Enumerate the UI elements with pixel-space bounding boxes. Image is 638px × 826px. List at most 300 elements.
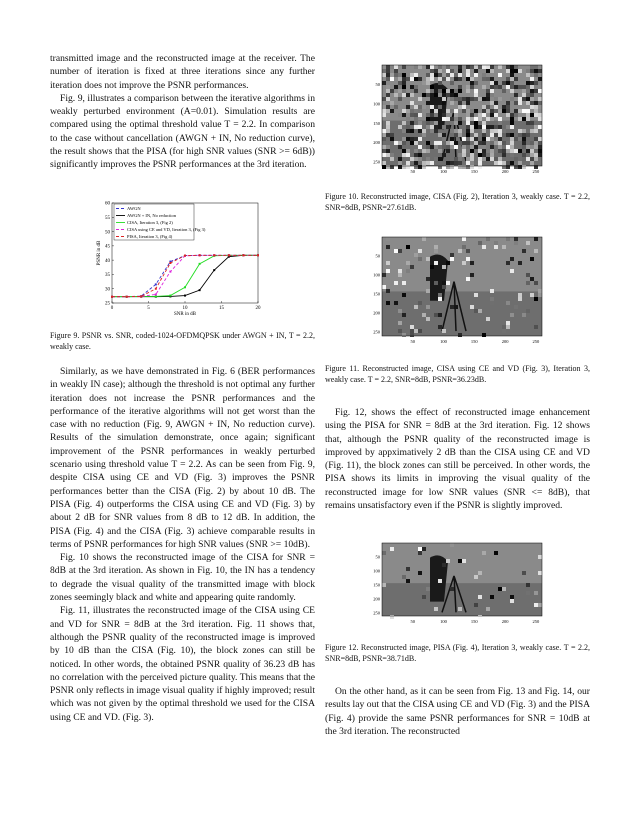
noise-block (438, 133, 442, 137)
noise-block (510, 73, 514, 77)
noise-block (470, 113, 474, 117)
noise-block (538, 105, 542, 109)
noise-block (394, 93, 398, 97)
noise-block (466, 117, 470, 121)
noise-block (422, 149, 426, 153)
noise-block (534, 89, 538, 93)
noise-block (490, 157, 494, 161)
noise-block (526, 149, 530, 153)
noise-block (494, 245, 498, 249)
noise-block (530, 277, 534, 281)
noise-block (522, 93, 526, 97)
noise-block (534, 109, 538, 113)
noise-block (518, 101, 522, 105)
noise-block (438, 81, 442, 85)
noise-block (426, 277, 430, 281)
noise-block (522, 137, 526, 141)
noise-block (506, 149, 510, 153)
noise-block (410, 113, 414, 117)
noise-block (486, 141, 490, 145)
noise-block (442, 117, 446, 121)
noise-block (442, 89, 446, 93)
noise-block (530, 65, 534, 69)
y-tick-label: 100 (373, 272, 380, 278)
data-point (126, 296, 128, 298)
noise-block (414, 73, 418, 77)
noise-block (486, 237, 490, 241)
noise-block (454, 161, 458, 165)
noise-block (418, 547, 422, 551)
noise-block (442, 153, 446, 157)
noise-block (450, 543, 454, 547)
noise-block (410, 333, 414, 337)
noise-block (522, 249, 526, 253)
noise-block (498, 121, 502, 125)
noise-block (406, 149, 410, 153)
noise-block (514, 149, 518, 153)
noise-block (538, 145, 542, 149)
noise-block (506, 101, 510, 105)
noise-block (402, 73, 406, 77)
noise-block (510, 113, 514, 117)
noise-block (466, 165, 470, 169)
noise-block (466, 69, 470, 73)
figure-12-caption: Figure 12. Reconstructed image, PISA (Fig. 4), Iteration 3, weakly case. T = 2.2, SNR=8dB, PSNR=38.71dB. (325, 643, 590, 663)
noise-block (446, 281, 450, 285)
noise-block (494, 161, 498, 165)
noise-block (406, 245, 410, 249)
noise-block (386, 109, 390, 113)
noise-block (486, 607, 490, 611)
noise-block (414, 141, 418, 145)
noise-block (482, 77, 486, 81)
noise-block (382, 137, 386, 141)
noise-block (458, 121, 462, 125)
data-point (242, 254, 244, 256)
noise-block (486, 109, 490, 113)
noise-block (386, 121, 390, 125)
noise-block (438, 157, 442, 161)
noise-block (466, 129, 470, 133)
noise-block (482, 73, 486, 77)
noise-block (454, 113, 458, 117)
noise-block (470, 109, 474, 113)
noise-block (530, 105, 534, 109)
noise-block (402, 93, 406, 97)
noise-block (478, 615, 482, 619)
noise-block (422, 81, 426, 85)
noise-block (386, 125, 390, 129)
data-point (257, 254, 259, 256)
noise-block (430, 265, 434, 269)
noise-block (514, 113, 518, 117)
noise-block (498, 85, 502, 89)
noise-block (530, 293, 534, 297)
x-tick-label: 150 (470, 619, 478, 624)
noise-block (506, 125, 510, 129)
noise-block (438, 89, 442, 93)
noise-block (458, 153, 462, 157)
noise-block (506, 69, 510, 73)
noise-block (530, 161, 534, 165)
noise-block (454, 121, 458, 125)
noise-block (382, 161, 386, 165)
noise-block (526, 157, 530, 161)
noise-block (398, 309, 402, 313)
noise-block (518, 293, 522, 297)
noise-block (442, 285, 446, 289)
data-point (213, 269, 215, 271)
noise-block (466, 125, 470, 129)
noise-block (390, 547, 394, 551)
noise-block (402, 145, 406, 149)
noise-block (526, 591, 530, 595)
noise-block (382, 105, 386, 109)
noise-block (534, 73, 538, 77)
noise-block (506, 161, 510, 165)
noise-block (390, 73, 394, 77)
noise-block (482, 129, 486, 133)
noise-block (430, 121, 434, 125)
noise-block (402, 293, 406, 297)
noise-block (494, 157, 498, 161)
noise-block (462, 145, 466, 149)
noise-block (418, 65, 422, 69)
noise-block (414, 153, 418, 157)
noise-block (450, 73, 454, 77)
noise-block (386, 133, 390, 137)
noise-block (398, 249, 402, 253)
noise-block (446, 89, 450, 93)
noise-block (482, 65, 486, 69)
noise-block (398, 85, 402, 89)
noise-block (446, 559, 450, 563)
noise-block (394, 249, 398, 253)
noise-block (510, 595, 514, 599)
noise-block (534, 129, 538, 133)
noise-block (538, 77, 542, 81)
y-tick-label: 150 (373, 120, 380, 126)
noise-block (386, 85, 390, 89)
noise-block (522, 109, 526, 113)
noise-block (406, 129, 410, 133)
noise-block (418, 301, 422, 305)
data-point (213, 254, 215, 256)
noise-block (490, 77, 494, 81)
noise-block (478, 97, 482, 101)
noise-block (434, 249, 438, 253)
noise-block (474, 603, 478, 607)
noise-block (450, 161, 454, 165)
noise-block (442, 101, 446, 105)
noise-block (470, 153, 474, 157)
noise-block (526, 109, 530, 113)
noise-block (386, 165, 390, 169)
noise-block (450, 129, 454, 133)
noise-block (382, 113, 386, 117)
figure-11-image (360, 234, 550, 350)
noise-block (502, 89, 506, 93)
noise-block (518, 261, 522, 265)
noise-block (426, 121, 430, 125)
noise-block (534, 297, 538, 301)
noise-block (506, 77, 510, 81)
noise-block (382, 81, 386, 85)
noise-block (454, 157, 458, 161)
noise-block (390, 615, 394, 619)
noise-block (470, 149, 474, 153)
noise-block (446, 77, 450, 81)
noise-block (530, 145, 534, 149)
noise-block (450, 109, 454, 113)
noise-block (422, 547, 426, 551)
noise-block (430, 105, 434, 109)
legend-label: PISA, Iteration 3, (Fig 4) (127, 234, 173, 239)
noise-block (502, 77, 506, 81)
paragraph: Fig. 12, shows the effect of reconstructed image enhancement using the PISA for SNR = 8dB at the 3rd iteration. Fig. 12 shows that, although the PSNR quality of the reconstructed image is improved by appximatively 2 dB than the CISA using CE and VD (Fig. 11), the block zones can still be perceived. In other words, the PISA shows its limits in improving the visual quality of the reconstructed image for low SNR values (SNR <= 8dB), that remains unsatisfactory even if the PSNR is slightly improved. (325, 407, 590, 512)
noise-block (514, 137, 518, 141)
noise-block (402, 165, 406, 169)
y-tick-label: 60 (105, 201, 110, 207)
noise-block (506, 237, 510, 241)
noise-block (518, 129, 522, 133)
noise-block (490, 149, 494, 153)
x-tick-label: 100 (440, 169, 447, 174)
noise-block (426, 113, 430, 117)
noise-block (538, 97, 542, 101)
noise-block (530, 77, 534, 81)
noise-block (386, 97, 390, 101)
noise-block (478, 571, 482, 575)
noise-block (382, 165, 386, 169)
noise-block (462, 245, 466, 249)
noise-block (474, 89, 478, 93)
noise-block (498, 145, 502, 149)
noise-block (474, 69, 478, 73)
noise-block (498, 73, 502, 77)
noise-block (470, 121, 474, 125)
noise-block (474, 141, 478, 145)
noise-block (526, 133, 530, 137)
noise-block (466, 109, 470, 113)
noise-block (414, 65, 418, 69)
noise-block (490, 129, 494, 133)
noise-block (510, 313, 514, 317)
noise-block (450, 137, 454, 141)
noise-block (494, 125, 498, 129)
noise-block (402, 137, 406, 141)
noise-block (506, 145, 510, 149)
noise-block (430, 161, 434, 165)
noise-block (422, 65, 426, 69)
noise-block (514, 85, 518, 89)
noise-block (518, 133, 522, 137)
noise-block (382, 149, 386, 153)
noise-block (442, 109, 446, 113)
noise-block (498, 117, 502, 121)
data-point (184, 255, 186, 257)
noise-block (386, 105, 390, 109)
noise-block (410, 121, 414, 125)
data-point (169, 271, 171, 273)
noise-block (450, 257, 454, 261)
noise-block (418, 329, 422, 333)
noise-block (434, 281, 438, 285)
noise-block (538, 117, 542, 121)
noise-block (530, 113, 534, 117)
noise-block (510, 145, 514, 149)
noise-block (494, 133, 498, 137)
noise-block (450, 69, 454, 73)
noise-block (410, 109, 414, 113)
noise-block (534, 591, 538, 595)
noise-block (534, 85, 538, 89)
noise-block (454, 117, 458, 121)
noise-block (410, 325, 414, 329)
noise-block (502, 245, 506, 249)
noise-block (518, 85, 522, 89)
noise-block (470, 161, 474, 165)
noise-block (450, 89, 454, 93)
noise-block (406, 153, 410, 157)
noise-block (474, 309, 478, 313)
noise-block (418, 157, 422, 161)
noise-block (494, 551, 498, 555)
noise-block (502, 141, 506, 145)
noise-block (462, 81, 466, 85)
noise-block (530, 69, 534, 73)
noise-block (462, 559, 466, 563)
noise-block (518, 117, 522, 121)
noise-block (510, 161, 514, 165)
noise-block (518, 165, 522, 169)
noise-block (410, 89, 414, 93)
noise-block (458, 333, 462, 337)
noise-block (482, 85, 486, 89)
data-point (184, 286, 186, 288)
noise-block (426, 77, 430, 81)
right-body (325, 406, 590, 512)
noise-block (474, 137, 478, 141)
noise-block (494, 137, 498, 141)
noise-block (458, 129, 462, 133)
noise-block (534, 603, 538, 607)
noise-block (442, 125, 446, 129)
noise-block (462, 149, 466, 153)
y-tick-label: 50 (105, 230, 110, 236)
noise-block (490, 289, 494, 293)
x-tick-label: 10 (182, 306, 188, 311)
noise-block (394, 301, 398, 305)
noise-block (522, 85, 526, 89)
noise-block (458, 89, 462, 93)
noise-block (446, 141, 450, 145)
noise-block (446, 261, 450, 265)
noise-block (538, 89, 542, 93)
noise-block (526, 85, 530, 89)
left-body (50, 365, 315, 724)
noise-block (442, 77, 446, 81)
noise-block (402, 575, 406, 579)
noise-block (498, 157, 502, 161)
noise-block (438, 141, 442, 145)
noise-block (434, 313, 438, 317)
noise-block (466, 121, 470, 125)
noise-block (526, 281, 530, 285)
noise-block (442, 265, 446, 269)
noise-block (506, 85, 510, 89)
x-tick-label: 250 (532, 169, 540, 174)
noise-block (442, 145, 446, 149)
noise-block (522, 145, 526, 149)
paragraph: Similarly, as we have demonstrated in Fig. 6 (BER performances in weakly IN case); although the threshold is not optimal any further iteration does not increase the PSNR performances and the performance of the iterative algorithms will not get worst than the case with no reduction (Fig. 9, AWGN + IN, No reduction curve). Results of the simulation demonstrate, once again; significant improvement of the PSNR performances in weakly perturbed scenario using threshold value T = 2.2. As can be seen from Fig. 9, despite CISA using CE and VD (Fig. 3) improves the PSNR performances better than the CISA (Fig. 2) by about 10 dB. The PISA (Fig. 4) outperforms the CISA using CE and VD (Fig. 3) by about 2 dB for SNR values from 8 dB to 12 dB. In addition, the PISA (Fig. 4) and the CISA (Fig. 3) achieve comparable results in terms of PSNR performances for high SNR values (SNR >= 10dB). (50, 366, 315, 550)
noise-block (534, 125, 538, 129)
noise-block (410, 93, 414, 97)
noise-block (462, 165, 466, 169)
x-tick-label: 100 (440, 339, 447, 344)
x-tick-label: 150 (470, 169, 478, 174)
noise-block (538, 555, 542, 559)
noise-block (386, 65, 390, 69)
noise-block (398, 113, 402, 117)
noise-block (438, 325, 442, 329)
noise-block (470, 137, 474, 141)
noise-block (394, 69, 398, 73)
noise-block (390, 109, 394, 113)
noise-block (418, 257, 422, 261)
noise-block (434, 125, 438, 129)
noise-block (394, 281, 398, 285)
noise-block (466, 157, 470, 161)
noise-block (510, 81, 514, 85)
noise-block (458, 73, 462, 77)
noise-block (510, 141, 514, 145)
noise-block (530, 149, 534, 153)
noise-block (478, 309, 482, 313)
noise-block (474, 145, 478, 149)
noise-block (514, 241, 518, 245)
y-tick-label: 200 (373, 140, 380, 146)
noise-block (510, 97, 514, 101)
noise-block (526, 113, 530, 117)
x-tick-label: 20 (255, 306, 261, 311)
legend-label: CISA using CE and VD, Iteration 3, (Fig 3) (127, 227, 206, 232)
noise-block (402, 89, 406, 93)
paragraph: On the other hand, as it can be seen from Fig. 13 and Fig. 14, our results lay out that the CISA using CE and VD (Fig. 3) and the PISA (Fig. 4) provide the same PSNR performances for SNR = 10dB at the 3rd iteration. The reconstructed (325, 686, 590, 737)
noise-block (538, 137, 542, 141)
noise-block (434, 113, 438, 117)
noise-block (430, 73, 434, 77)
noise-block (454, 97, 458, 101)
noise-block (482, 137, 486, 141)
noise-block (438, 293, 442, 297)
noise-block (506, 321, 510, 325)
noise-block (402, 77, 406, 81)
noise-block (450, 305, 454, 309)
noise-block (506, 105, 510, 109)
noise-block (390, 65, 394, 69)
noise-block (414, 329, 418, 333)
noise-block (438, 105, 442, 109)
noise-block (470, 157, 474, 161)
noise-block (506, 325, 510, 329)
noise-block (482, 105, 486, 109)
noise-block (474, 73, 478, 77)
noise-block (490, 595, 494, 599)
noise-block (434, 145, 438, 149)
noise-block (494, 241, 498, 245)
noise-block (482, 101, 486, 105)
